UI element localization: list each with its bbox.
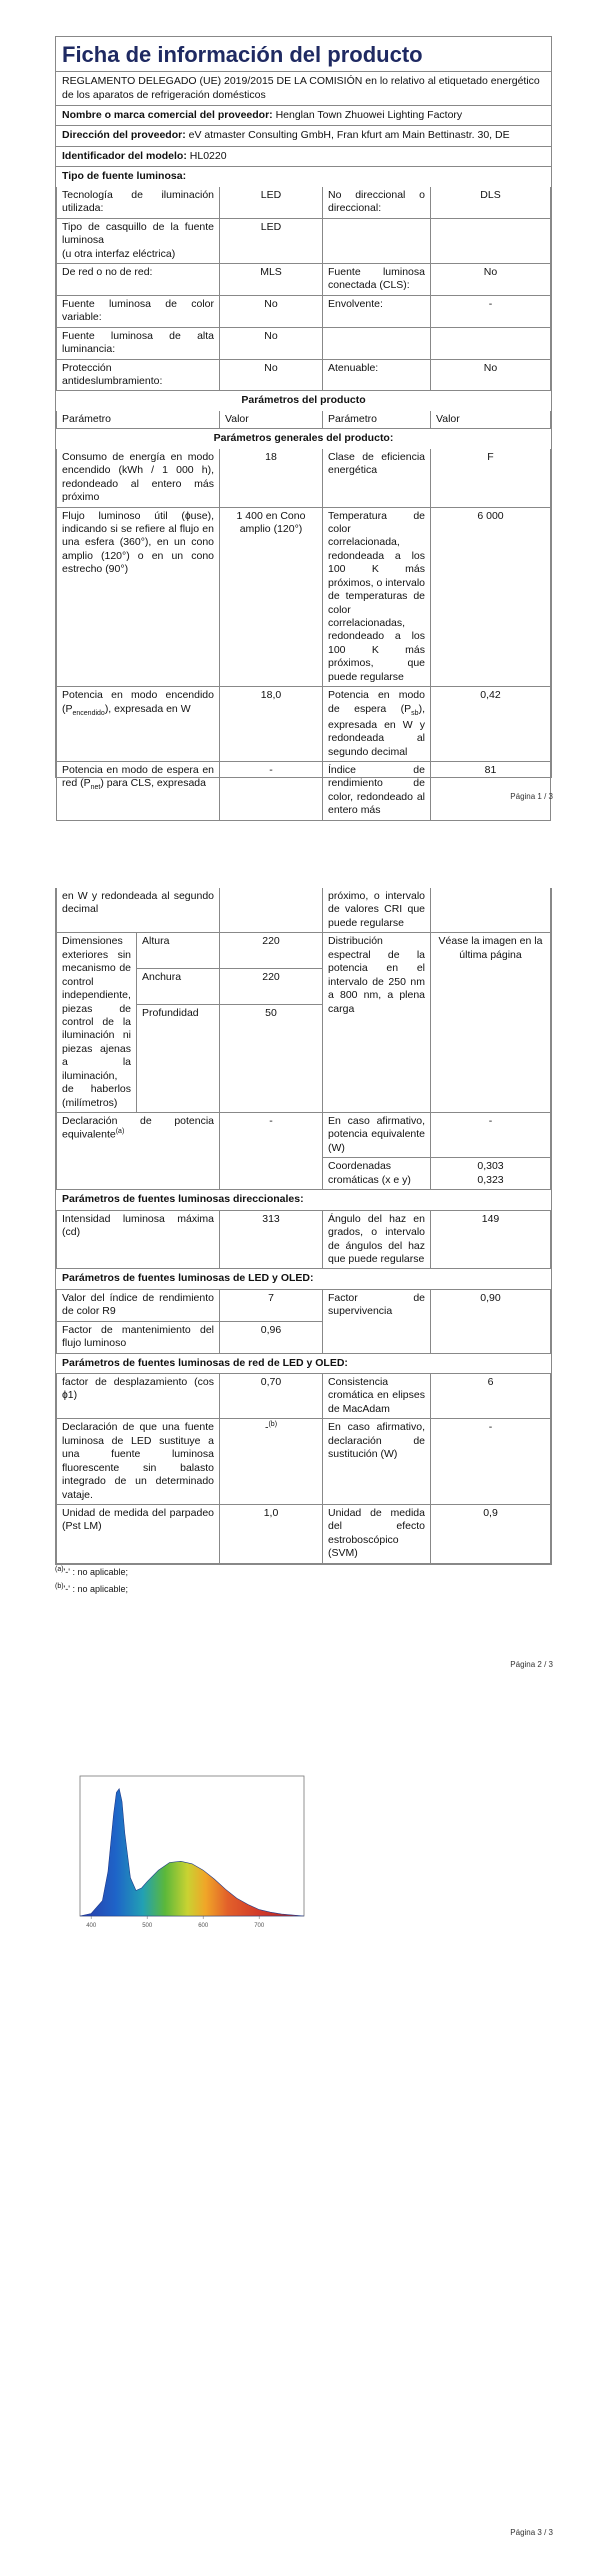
model-value: HL0220: [189, 149, 227, 162]
efficiency-label: Clase de eficiencia energética: [323, 449, 431, 507]
table-row: [57, 263, 551, 295]
footnote-b: $^{(b)}$'-' : no aplicable;: [55, 1582, 129, 1594]
model-label: Identificador del modelo:: [62, 149, 187, 162]
height-value: 220: [220, 933, 323, 969]
beam-label: Ángulo del haz en grados, o intervalo de ángulos del haz que puede regularse: [323, 1210, 431, 1269]
beam-value: 149: [431, 1210, 551, 1269]
table-row: [57, 888, 551, 933]
replace-label: Declaración de que una fuente luminosa de LED sustituye a una fuente luminosa fluorescente sin balasto integrado de un determinado vataje.: [57, 1419, 220, 1505]
macadam-value: 6: [431, 1374, 551, 1419]
cri-label-cont: próximo, o intervalo de valores CRI que puede regularse: [323, 888, 431, 933]
light-type-cell-l1: Fuente luminosa de color variable:: [57, 295, 220, 327]
light-type-cell-v1: MLS: [220, 263, 323, 295]
light-type-cell-l2: [323, 218, 431, 263]
table-row: [57, 1210, 551, 1269]
equiv-label: Declaración de potencia equivalente$^{(a)}$: [57, 1113, 220, 1190]
product-params-heading: Parámetros del producto: [241, 394, 366, 407]
page-number-2: Página 2 / 3: [510, 1660, 553, 1669]
energy-label: Consumo de energía en modo encendido (kWh / 1 000 h), redondeado al entero más próximo: [57, 449, 220, 507]
light-type-cell-v2: [431, 218, 551, 263]
table-row: [57, 449, 551, 507]
table-row: [57, 1113, 551, 1158]
x-tick-label: 600: [198, 1923, 209, 1929]
efficiency-value: F: [431, 449, 551, 507]
light-type-cell-l2: [323, 327, 431, 359]
net-standby-label-cont: en W y redondeada al segundo decimal: [57, 888, 220, 933]
page-2: [0, 820, 603, 1720]
maint-label: Factor de mantenimiento del flujo luminoso: [57, 1321, 220, 1353]
equiv-value: -: [220, 1113, 323, 1190]
width-label: Anchura: [137, 969, 220, 1005]
replace-value: -$^{(b)}$: [220, 1419, 323, 1505]
dims-label: Dimensiones exteriores sin mecanismo de control independiente, piezas de control de la iluminación ni piezas ajenas a la iluminación, de haberlos (milímetros): [57, 933, 137, 1113]
light-type-cell-v1: LED: [220, 218, 323, 263]
chroma-x: 0,303: [477, 1160, 504, 1173]
standby-label: Potencia en modo de espera $(P_{sb})$, expresada en W y redondeada al segundo decimal: [323, 687, 431, 762]
model-row: [56, 147, 551, 167]
supplier-address-label: Dirección del proveedor:: [62, 129, 186, 142]
supplier-brand-row: [56, 106, 551, 126]
light-source-type-heading: Tipo de fuente luminosa:: [62, 170, 187, 183]
table-row: [57, 933, 551, 969]
led-oled-mains-heading: Parámetros de fuentes luminosas de red de LED y OLED:: [62, 1356, 348, 1369]
replace-power-value: -: [431, 1419, 551, 1505]
chroma-y: 0,323: [477, 1173, 504, 1186]
cosphi-label: factor de desplazamiento (cos ɸ1): [57, 1374, 220, 1419]
light-type-cell-l1: Tecnología de iluminación utilizada:: [57, 187, 220, 218]
cct-label: Temperatura de color correlacionada, redondeada a los 100 K más próximos, o intervalo de temperaturas de color correlacionadas, redondeado a los 100 K más próximos, que puede regularse: [323, 507, 431, 687]
page-title: Ficha de información del producto: [56, 37, 551, 72]
spectral-chart-svg: [62, 1770, 310, 1932]
light-type-cell-v2: -: [431, 295, 551, 327]
led-oled-mains-table: [56, 1373, 551, 1564]
col-header-value-2: Valor: [431, 411, 551, 429]
depth-value: 50: [220, 1005, 323, 1113]
cri-label-top: Índice de rendimiento de color, redondeado al entero más: [323, 762, 431, 821]
supplier-address-value: eV atmaster Consulting GmbH, Fran kfurt am Main Bettinastr. 30, DE: [188, 129, 510, 142]
page-1: [0, 0, 603, 820]
regulation-text: REGLAMENTO DELEGADO (UE) 2019/2015 DE LA COMISIÓN en lo relativo al etiquetado energético de los aparatos de refrigeración domésticos: [56, 72, 551, 106]
table-row: [57, 762, 551, 821]
flux-value: 1 400 en Cono amplio (120°): [220, 507, 323, 687]
continued-params-table: [56, 888, 551, 1190]
light-type-cell-l1: Protección antideslumbramiento:: [57, 359, 220, 391]
supplier-brand-value: Henglan Town Zhuowei Lighting Factory: [275, 109, 463, 122]
supplier-address-row: [56, 126, 551, 146]
light-type-cell-v1: No: [220, 327, 323, 359]
light-type-cell-l1: Fuente luminosa de alta luminancia:: [57, 327, 220, 359]
depth-label: Profundidad: [137, 1005, 220, 1113]
net-standby-value: -: [220, 762, 323, 821]
table-row: [57, 507, 551, 687]
page-number-3: Página 3 / 3: [510, 2528, 553, 2537]
table-row: [57, 1504, 551, 1563]
col-header-param: Parámetro: [57, 411, 220, 429]
product-params-header-table: [56, 411, 551, 429]
net-standby-label-top: Potencia en modo de espera en red $(P_{net})$ para CLS, expresada: [57, 762, 220, 821]
page-number-1: Página 1 / 3: [510, 792, 553, 801]
light-type-cell-l2: Atenuable:: [323, 359, 431, 391]
chroma-values: [431, 1158, 551, 1190]
x-tick-label: 400: [86, 1923, 97, 1929]
flux-label: Flujo luminoso útil (ɸuse), indicando si se refiere al flujo en una esfera (360°), en un cono amplio (120°) o en un cono estrecho (90°): [57, 507, 220, 687]
led-oled-heading: Parámetros de fuentes luminosas de LED y OLED:: [62, 1272, 314, 1285]
directional-heading: Parámetros de fuentes luminosas direccionales:: [62, 1193, 304, 1206]
general-params-table: [56, 449, 551, 821]
light-type-cell-l1: De red o no de red:: [57, 263, 220, 295]
survival-value: 0,90: [431, 1289, 551, 1353]
col-header-value: Valor: [220, 411, 323, 429]
net-standby-label-part1: ) para CLS, expresada: [100, 777, 206, 790]
light-type-cell-v1: No: [220, 359, 323, 391]
cri-value: 81: [431, 762, 551, 821]
empty-cell: [220, 888, 323, 933]
equiv-power-value: -: [431, 1113, 551, 1158]
survival-label: Factor de supervivencia: [323, 1289, 431, 1353]
equiv-power-label: En caso afirmativo, potencia equivalente (W): [323, 1113, 431, 1158]
flicker-value: 1,0: [220, 1504, 323, 1563]
light-type-cell-l2: Fuente luminosa conectada (CLS):: [323, 263, 431, 295]
supplier-brand-label: Nombre o marca comercial del proveedor:: [62, 109, 273, 122]
replace-power-label: En caso afirmativo, declaración de sustitución (W): [323, 1419, 431, 1505]
chroma-label: Coordenadas cromáticas (x e y): [323, 1158, 431, 1190]
page-3: [0, 1720, 603, 2560]
table-row: [57, 327, 551, 359]
footnotes: [55, 1566, 128, 1599]
spectral-chart: [62, 1770, 310, 1932]
maint-value: 0,96: [220, 1321, 323, 1353]
flicker-label: Unidad de medida del parpadeo (Pst LM): [57, 1504, 220, 1563]
light-type-cell-v2: DLS: [431, 187, 551, 218]
light-type-cell-l2: No direccional o direccional:: [323, 187, 431, 218]
light-type-cell-v2: No: [431, 263, 551, 295]
width-value: 220: [220, 969, 323, 1005]
macadam-label: Consistencia cromática en elipses de MacAdam: [323, 1374, 431, 1419]
table-row: [57, 1374, 551, 1419]
table-row: [57, 359, 551, 391]
x-tick-label: 500: [142, 1923, 153, 1929]
power-on-label: Potencia en modo encendido $(P_{encendido})$, expresada en W: [57, 687, 220, 762]
light-type-cell-v2: [431, 327, 551, 359]
footnote-a: $^{(a)}$'-' : no aplicable;: [55, 1566, 129, 1577]
energy-value: 18: [220, 449, 323, 507]
table-row: [57, 187, 551, 218]
spd-value: Véase la imagen en la última página: [431, 933, 551, 1113]
empty-cell: [431, 888, 551, 933]
r9-value: 7: [220, 1289, 323, 1321]
height-label: Altura: [137, 933, 220, 969]
cct-value: 6 000: [431, 507, 551, 687]
col-header-param-2: Parámetro: [323, 411, 431, 429]
directional-table: [56, 1210, 551, 1270]
page-2-frame: [55, 888, 552, 1565]
light-source-type-table: [56, 187, 551, 392]
light-type-cell-l1: Tipo de casquillo de la fuente luminosa (u otra interfaz eléctrica): [57, 218, 220, 263]
general-params-heading: Parámetros generales del producto:: [213, 432, 394, 445]
spectrum-area: [80, 1789, 304, 1916]
table-row: [57, 1289, 551, 1321]
cosphi-value: 0,70: [220, 1374, 323, 1419]
led-oled-table: [56, 1289, 551, 1354]
light-type-cell-l2: Envolvente:: [323, 295, 431, 327]
light-type-cell-v1: No: [220, 295, 323, 327]
intensity-label: Intensidad luminosa máxima (cd): [57, 1210, 220, 1269]
strobo-value: 0,9: [431, 1504, 551, 1563]
table-row: [57, 1419, 551, 1505]
standby-value: 0,42: [431, 687, 551, 762]
power-on-value: 18,0: [220, 687, 323, 762]
table-row: [57, 687, 551, 762]
light-type-cell-v1: LED: [220, 187, 323, 218]
intensity-value: 313: [220, 1210, 323, 1269]
table-row: [57, 295, 551, 327]
r9-label: Valor del índice de rendimiento de color R9: [57, 1289, 220, 1321]
strobo-label: Unidad de medida del efecto estroboscópico (SVM): [323, 1504, 431, 1563]
spd-label: Distribución espectral de la potencia en el intervalo de 250 nm a 800 nm, a plena carga: [323, 933, 431, 1113]
table-row: [57, 218, 551, 263]
light-type-cell-v2: No: [431, 359, 551, 391]
x-tick-label: 700: [254, 1923, 265, 1929]
